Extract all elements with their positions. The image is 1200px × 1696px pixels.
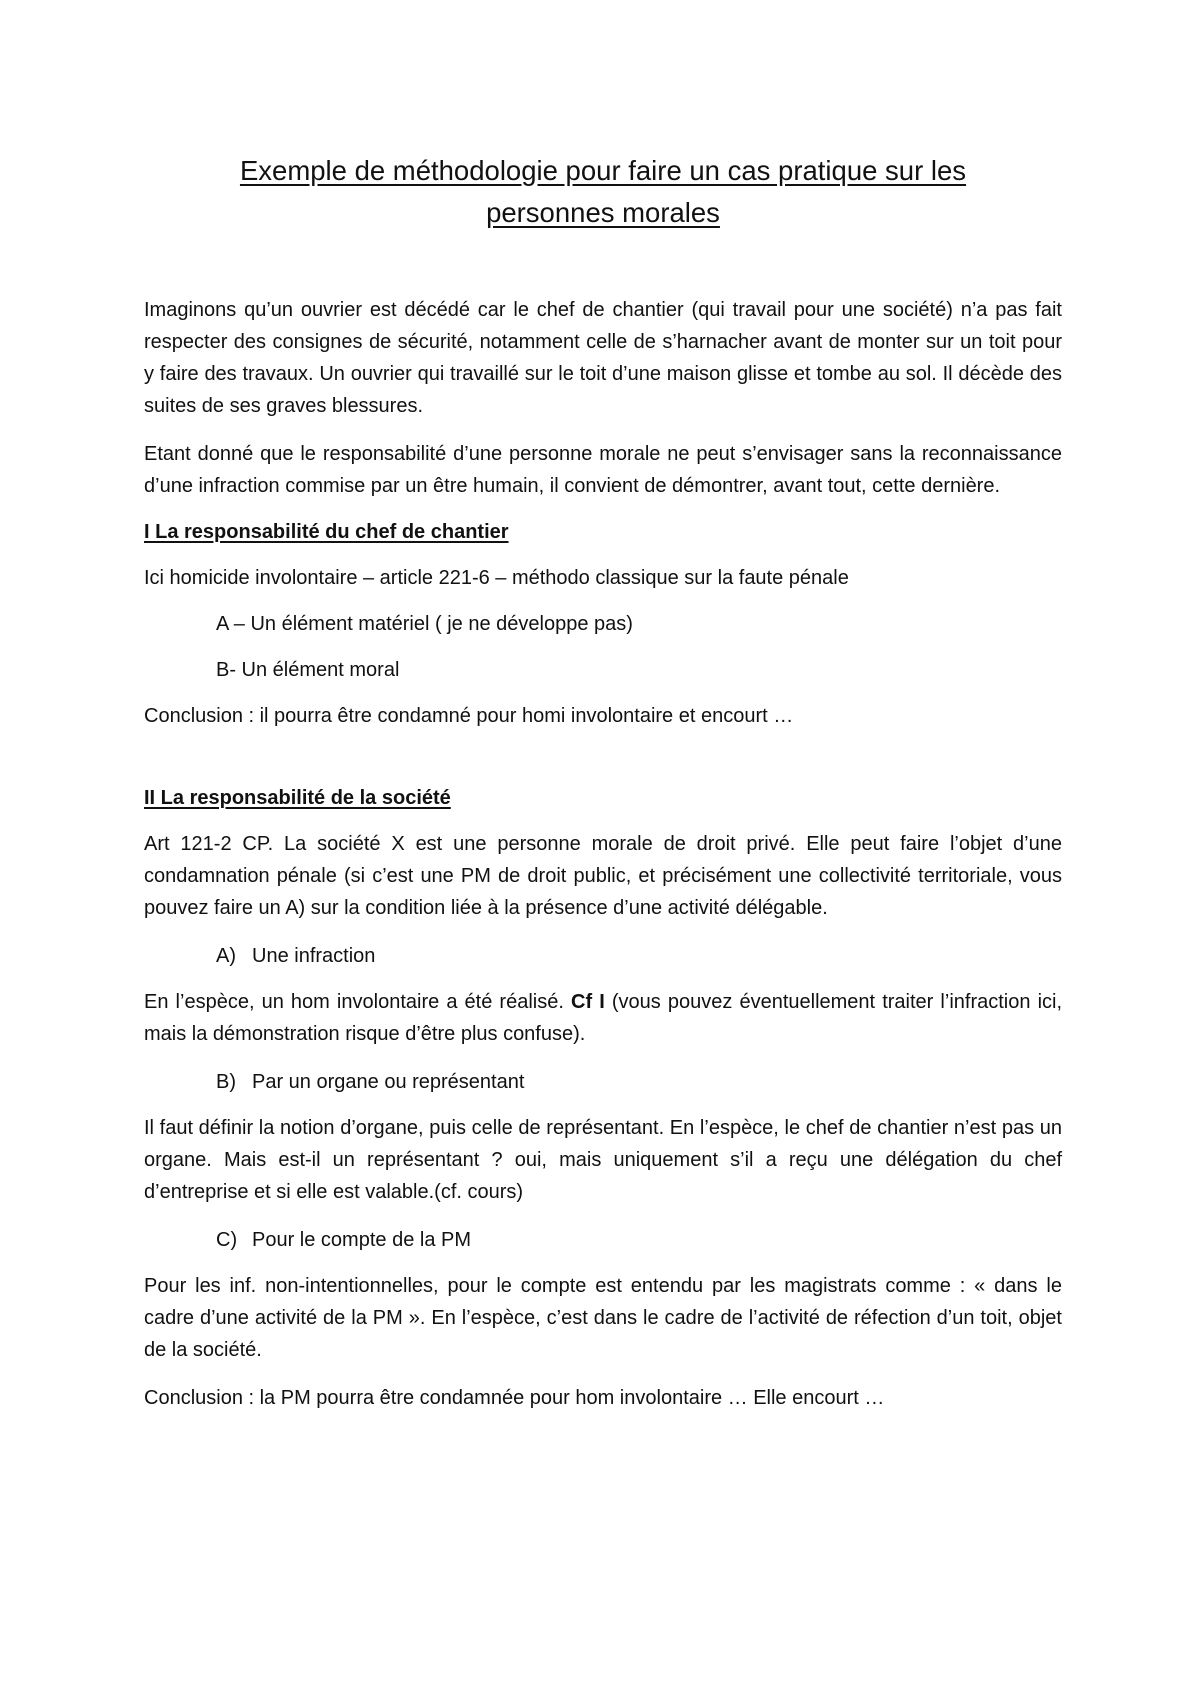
section-1-item-b: B- Un élément moral [216,659,400,681]
item-a-title: Une infraction [252,945,376,967]
section-2-item-b-text: Il faut définir la notion d’organe, puis celle de représentant. En l’espèce, le chef de chantier n’est pas un organe. Mais est-il un représentant ? oui, mais uniquement s’il a reçu une délégation du chef d’entreprise et si elle est valable.(cf. cours) [144,1117,1062,1203]
section-2-item-a-text [144,986,1062,1050]
section-2-item-c [144,1224,1062,1256]
section-2-item-b [144,1066,1062,1098]
section-1-heading: I La responsabilité du chef de chantier [144,521,509,543]
section-2-intro: Art 121-2 CP. La société X est une personne morale de droit privé. Elle peut faire l’objet d’une condamnation pénale (si c’est une PM de droit public, et précisément une collectivité territoriale, vous pouvez faire un A) sur la condition liée à la présence d’une activité délégable. [144,833,1062,919]
title-line-1: Exemple de méthodologie pour faire un cas pratique sur les [239,155,967,186]
document-content [144,150,1062,1414]
title-line-2: personnes morales [486,197,720,228]
section-2-heading: II La responsabilité de la société [144,787,451,809]
item-a-label: A) [216,945,236,967]
section-1-line: Ici homicide involontaire – article 221-6 – méthodo classique sur la faute pénale [144,567,849,589]
item-a-text-reference: Cf I [571,991,605,1013]
item-a-text-after: (vous pouvez éventuellement traiter l’infraction ici, mais la démonstration risque d’être plus confuse). [144,991,1063,1045]
section-2-item-c-text: Pour les inf. non-intentionnelles, pour le compte est entendu par les magistrats comme : « dans le cadre d’une activité de la PM ». En l’espèce, c’est dans le cadre de l’activité de réfection d’un toit, objet de la société. [144,1275,1062,1361]
item-c-label: C) [216,1229,238,1251]
section-1-conclusion: Conclusion : il pourra être condamné pour homi involontaire et encourt … [144,705,794,727]
second-paragraph: Etant donné que le responsabilité d’une personne morale ne peut s’envisager sans la reconnaissance d’une infraction commise par un être humain, il convient de démontrer, avant tout, cette dernière. [144,443,1062,497]
item-c-title: Pour le compte de la PM [252,1229,471,1251]
item-a-text-before: En l’espèce, un hom involontaire a été réalisé. [144,991,572,1013]
section-1-item-a: A – Un élément matériel ( je ne développe pas) [216,613,633,635]
section-2-item-a [144,940,1062,972]
intro-paragraph: Imaginons qu’un ouvrier est décédé car le chef de chantier (qui travail pour une société) n’a pas fait respecter des consignes de sécurité, notamment celle de s’harnacher avant de monter sur un toit pour y faire des travaux. Un ouvrier qui travaillé sur le toit d’une maison glisse et tombe au sol. Il décède des suites de ses graves blessures. [144,299,1062,417]
section-2-conclusion: Conclusion : la PM pourra être condamnée pour hom involontaire … Elle encourt … [144,1387,885,1409]
document-title [144,150,1062,234]
item-b-title: Par un organe ou représentant [252,1071,525,1093]
item-b-label: B) [216,1071,236,1093]
